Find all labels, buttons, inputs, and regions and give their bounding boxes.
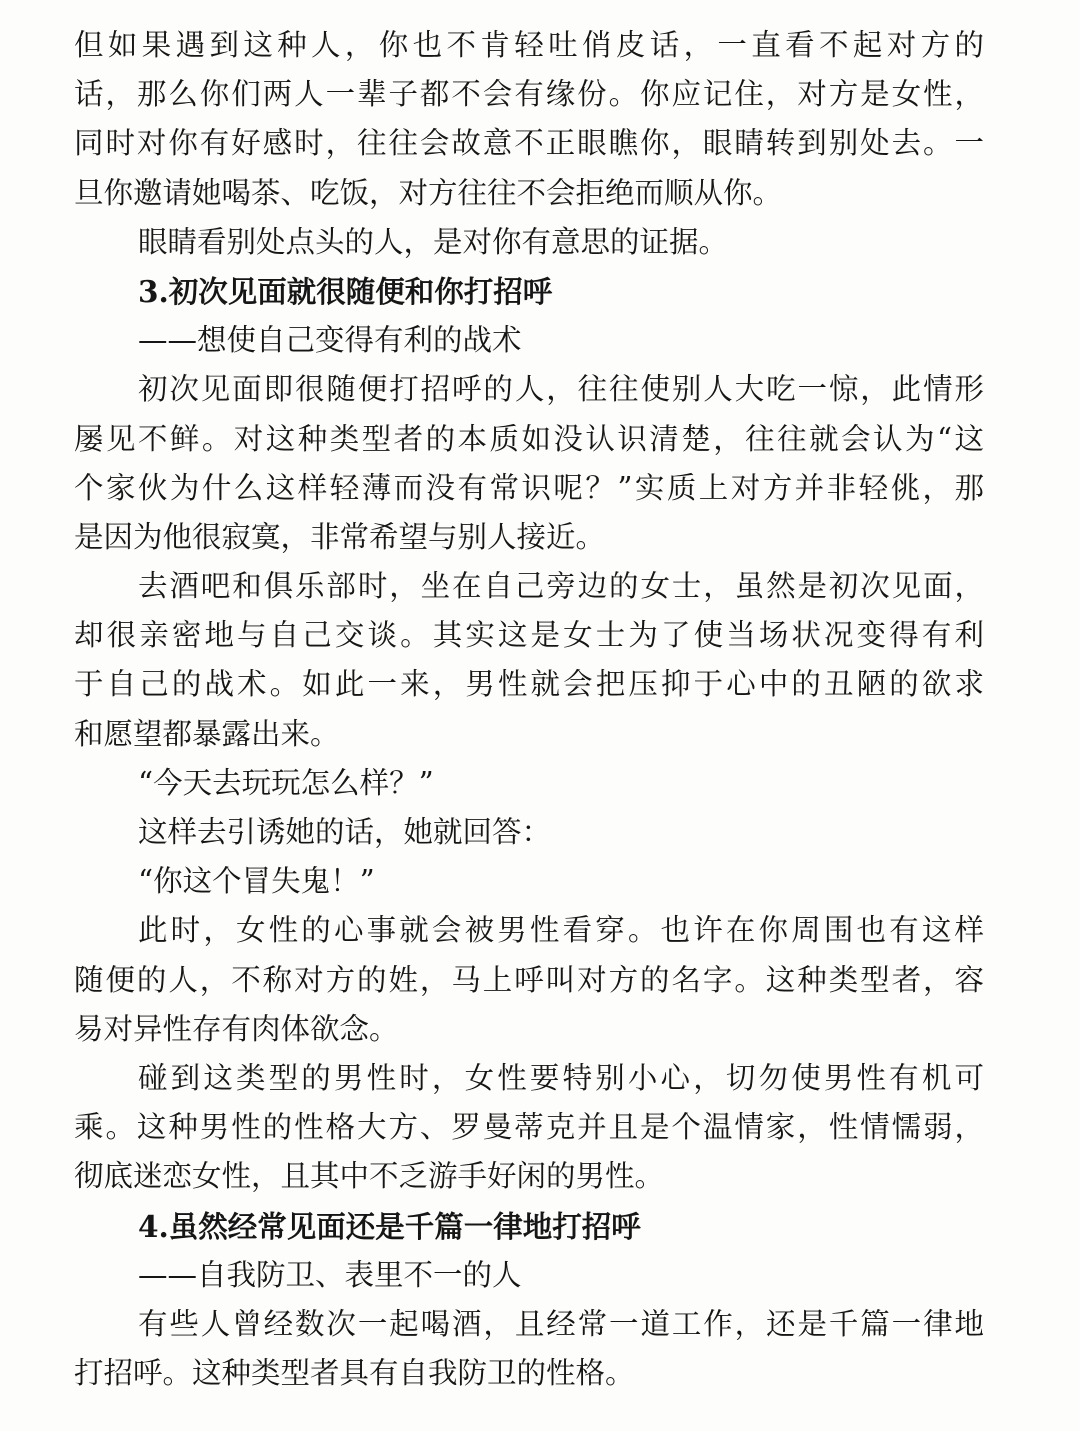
paragraph-line: 打招呼。这种类型者具有自我防卫的性格。 [74, 1356, 635, 1391]
paragraph-line: 个家伙为什么这样轻薄而没有常识呢？”实质上对方并非轻佻，那 [74, 470, 984, 505]
dialogue-line: “你这个冒失鬼！” [138, 864, 375, 899]
paragraph-line: 但如果遇到这种人，你也不肯轻吐俏皮话，一直看不起对方的 [74, 28, 984, 62]
paragraph-line: 和愿望都暴露出来。 [74, 716, 340, 751]
paragraph-line: 旦你邀请她喝茶、吃饭，对方往往不会拒绝而顺从你。 [74, 175, 783, 210]
paragraph-line: 这样去引诱她的话，她就回答： [138, 815, 552, 849]
paragraph-line: 去酒吧和俱乐部时，坐在自己旁边的女士，虽然是初次见面， [138, 569, 984, 604]
paragraph-line: 于自己的战术。如此一来，男性就会把压抑于心中的丑陋的欲求 [74, 667, 984, 702]
paragraph-line: 屡见不鲜。对这种类型者的本质如没认识清楚，往往就会认为“这 [74, 421, 984, 456]
paragraph-line: 此时，女性的心事就会被男性看穿。也许在你周围也有这样 [138, 913, 984, 948]
paragraph-line: 易对异性存有肉体欲念。 [74, 1011, 399, 1046]
paragraph-line: 同时对你有好感时，往往会故意不正眼瞧你，眼睛转到别处去。一 [74, 126, 984, 161]
paragraph-line: 乘。这种男性的性格大方、罗曼蒂克并且是个温情家，性情懦弱， [74, 1110, 984, 1145]
section-subtitle-4: ——自我防卫、表里不一的人 [138, 1257, 522, 1292]
paragraph-line: 有些人曾经数次一起喝酒，且经常一道工作，还是千篇一律地 [138, 1306, 984, 1341]
paragraph-line: 彻底迷恋女性，且其中不乏游手好闲的男性。 [74, 1159, 665, 1194]
paragraph-line: 是因为他很寂寞，非常希望与别人接近。 [74, 519, 606, 554]
paragraph-line: 碰到这类型的男性时，女性要特别小心，切勿使男性有机可 [138, 1060, 984, 1095]
paragraph-line: 却很亲密地与自己交谈。其实这是女士为了使当场状况变得有利 [74, 618, 984, 653]
paragraph-line: 随便的人，不称对方的姓，马上呼叫对方的名字。这种类型者，容 [74, 962, 984, 997]
paragraph-line: 眼睛看别处点头的人，是对你有意思的证据。 [138, 224, 729, 259]
paragraph-line: 初次见面即很随便打招呼的人，往往使别人大吃一惊，此情形 [138, 372, 984, 407]
section-heading-3: 3.初次见面就很随便和你打招呼 [138, 273, 553, 309]
section-heading-4: 4.虽然经常见面还是千篇一律地打招呼 [138, 1208, 641, 1244]
dialogue-line: “今天去玩玩怎么样？” [138, 765, 434, 800]
section-subtitle-3: ——想使自己变得有利的战术 [138, 323, 522, 358]
paragraph-line: 话，那么你们两人一辈子都不会有缘份。你应记住，对方是女性， [74, 77, 984, 112]
